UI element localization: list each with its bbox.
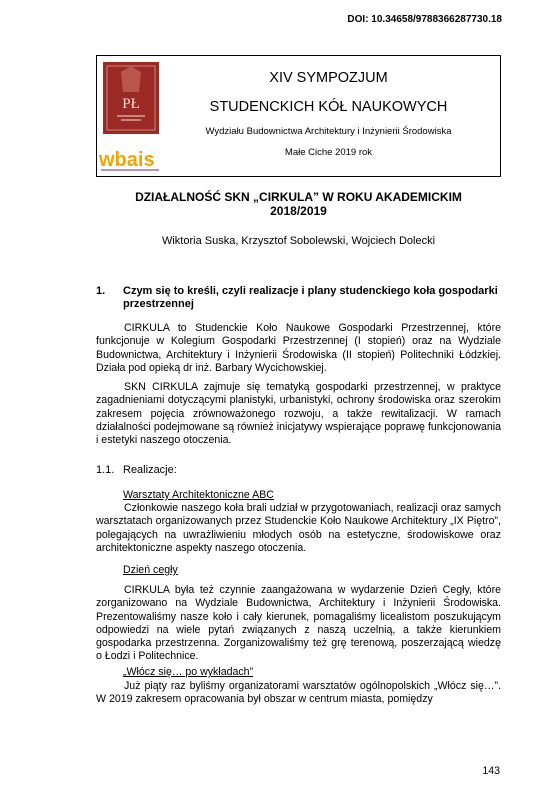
- section-number: 1.: [96, 285, 106, 297]
- logo-letters: PŁ: [122, 96, 140, 112]
- faculty-name: Wydziału Budownictwa Architektury i Inżynierii Środowiska: [205, 126, 452, 137]
- paper-authors: Wiktoria Suska, Krzysztof Sobolewski, Wojciech Dolecki: [161, 235, 436, 247]
- politechnika-lodzka-logo-icon: [103, 62, 159, 134]
- section1-paragraph-1: CIRKULA to Studenckie Koło Naukowe Gospodarki Przestrzennej, które funkcjonuje w Kolegium Gospodarki Przestrzennej (I stopień) oraz na Wydziale Budownictwa, Architektury i Inżynierii Środowiska (II stopień) Politechniki Łódzkiej. Działa pod opieką dr inż. Barbary Wycichowskiej.: [96, 322, 501, 374]
- subsection-number: 1.1.: [96, 464, 115, 476]
- symposium-subtitle: STUDENCKICH KÓŁ NAUKOWYCH: [209, 99, 448, 115]
- subsection-title: Realizacje:: [123, 464, 177, 476]
- wbais-logo-icon: [99, 144, 163, 174]
- paper-title-line1: DZIAŁALNOŚĆ SKN „CIRKULA” W ROKU AKADEMICKIM: [135, 190, 462, 204]
- section1-paragraph-2: SKN CIRKULA zajmuje się tematyką gospodarki przestrzennej, w praktyce zagadnieniami dotyczącymi planistyki, urbanistyki, ochrony środowiska oraz szerokim zakresem pojęcia zrównoważonego rozwoju, a także rewitalizacji. W ramach działalności podejmowane są również inicjatywy wspierające poprawę funkcjonowania i estetyki naszego otoczenia.: [96, 381, 501, 447]
- section-title: Czym się to kreśli, czyli realizacje i plany studenckiego koła gospodarki przestrzennej: [123, 285, 498, 310]
- doi-label: DOI: 10.34658/9788366287730.18: [347, 14, 502, 25]
- paragraph-dzien-cegly: CIRKULA była też czynnie zaangażowana w wydarzenie Dzień Cegły, które zorganizowano na Wydziale Budownictwa, Architektury i Inżynierii Środowiska. Prezentowaliśmy nasze koło i cały kierunek, pomagaliśmy licealistom poszukującym odpowiedzi na wiele pytań związanych z naszą uczelnią, a także kierunkiem gospodarka przestrzenna. Zorganizowaliśmy też grę terenową, poszerzającą wiedzę o Łodzi i Politechnice.: [96, 584, 501, 663]
- heading-dzien-cegly: Dzień cegły: [123, 564, 178, 576]
- paper-title: [96, 190, 501, 218]
- symposium-title: XIV SYMPOZJUM: [269, 70, 388, 86]
- symposium-place-year: Małe Ciche 2019 rok: [284, 147, 373, 158]
- heading-warsztaty-abc: Warsztaty Architektoniczne ABC: [123, 489, 274, 501]
- heading-wlocz-sie: „Włócz się… po wykładach”: [123, 666, 254, 678]
- symposium-header-box: [96, 55, 501, 177]
- paper-title-line2: 2018/2019: [270, 204, 327, 218]
- paragraph-wlocz-sie: Już piąty raz byliśmy organizatorami warsztatów ogólnopolskich „Włócz się…”. W 2019 zakresem opracowania był obszar w centrum miasta, pomiędzy: [96, 680, 501, 706]
- page-number: 143: [482, 765, 500, 777]
- wbais-logo-text: wbais: [99, 149, 155, 171]
- paragraph-warsztaty-abc: Członkowie naszego koła brali udział w przygotowaniach, realizacji oraz samych warsztatach organizowanych przez Studenckie Koło Naukowe Architektury „IX Piętro”, polegających na uwrażliwieniu młodych osób na estetyczne, środowiskowe oraz architektoniczne aspekty naszego otoczenia.: [96, 502, 501, 554]
